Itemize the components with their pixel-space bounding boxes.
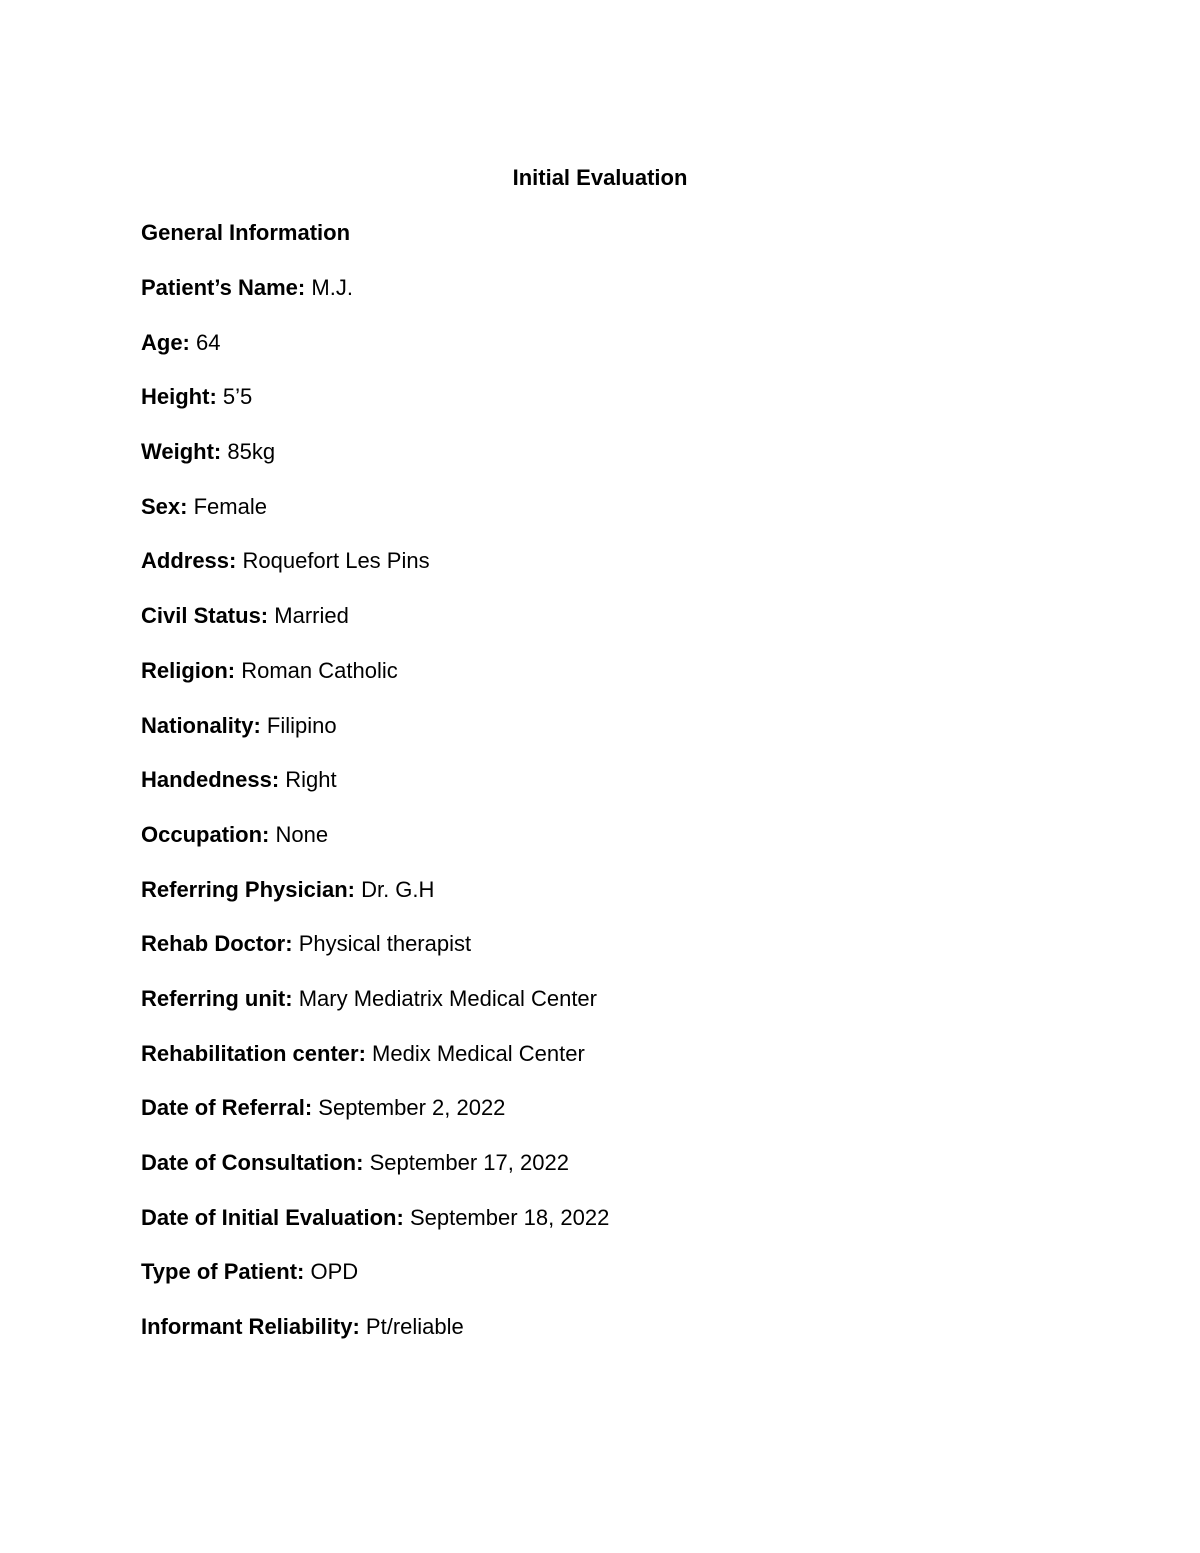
field-label: Type of Patient: bbox=[141, 1259, 305, 1285]
field-value: None bbox=[275, 821, 329, 847]
field-value: 5’5 bbox=[222, 384, 253, 410]
field-label: Nationality: bbox=[141, 712, 261, 738]
field-label: Referring Physician: bbox=[141, 876, 355, 902]
field-value: OPD bbox=[310, 1259, 359, 1285]
field-label: Handedness: bbox=[141, 767, 280, 793]
general-information-list bbox=[141, 274, 609, 1368]
field-value: Physical therapist bbox=[298, 931, 472, 957]
field-value: Married bbox=[274, 603, 349, 629]
field-value: Medix Medical Center bbox=[372, 1040, 585, 1066]
field-referring-physician bbox=[141, 876, 609, 931]
section-heading-general-information: General Information bbox=[141, 220, 351, 245]
field-label: Patient’s Name: bbox=[141, 275, 306, 300]
field-date-of-consultation bbox=[141, 1149, 609, 1204]
field-type-of-patient bbox=[141, 1258, 609, 1313]
field-label: Date of Consultation: bbox=[141, 1150, 364, 1175]
field-label: Occupation: bbox=[141, 821, 270, 847]
field-label: Civil Status: bbox=[141, 603, 269, 629]
field-label: Age: bbox=[141, 329, 190, 355]
field-label: Weight: bbox=[141, 439, 222, 465]
field-value: Filipino bbox=[266, 712, 337, 738]
field-occupation bbox=[141, 821, 609, 876]
field-date-of-initial-evaluation bbox=[141, 1204, 609, 1259]
field-value: M.J. bbox=[311, 275, 353, 300]
field-value: Dr. G.H bbox=[361, 876, 435, 902]
field-rehab-doctor bbox=[141, 930, 609, 985]
field-nationality bbox=[141, 712, 609, 767]
field-value: September 17, 2022 bbox=[369, 1150, 569, 1175]
field-label: Religion: bbox=[141, 657, 236, 683]
field-label: Address: bbox=[141, 548, 237, 574]
field-weight bbox=[141, 438, 609, 493]
field-patient-name bbox=[141, 274, 609, 329]
field-label: Rehabilitation center: bbox=[141, 1040, 366, 1066]
field-civil-status bbox=[141, 602, 609, 657]
field-value: 85kg bbox=[227, 439, 276, 465]
field-informant-reliability bbox=[141, 1313, 609, 1368]
field-value: 64 bbox=[196, 329, 221, 355]
document-title: Initial Evaluation bbox=[512, 165, 688, 190]
field-value: Roquefort Les Pins bbox=[242, 548, 430, 574]
field-height bbox=[141, 383, 609, 438]
field-label: Referring unit: bbox=[141, 985, 293, 1011]
field-label: Rehab Doctor: bbox=[141, 931, 293, 957]
field-value: September 18, 2022 bbox=[409, 1204, 610, 1230]
field-value: Pt/reliable bbox=[365, 1314, 464, 1340]
field-sex bbox=[141, 493, 609, 548]
field-handedness bbox=[141, 766, 609, 821]
field-value: Mary Mediatrix Medical Center bbox=[298, 985, 597, 1011]
field-address bbox=[141, 547, 609, 602]
field-value: Female bbox=[193, 493, 267, 519]
field-religion bbox=[141, 657, 609, 712]
field-label: Informant Reliability: bbox=[141, 1314, 360, 1340]
field-age bbox=[141, 329, 609, 384]
field-label: Date of Initial Evaluation: bbox=[141, 1204, 404, 1230]
field-date-of-referral bbox=[141, 1094, 609, 1149]
field-value: September 2, 2022 bbox=[318, 1095, 506, 1121]
field-label: Date of Referral: bbox=[141, 1095, 313, 1121]
field-value: Roman Catholic bbox=[241, 657, 398, 683]
field-referring-unit bbox=[141, 985, 609, 1040]
field-label: Height: bbox=[141, 384, 217, 410]
field-label: Sex: bbox=[141, 493, 188, 519]
field-value: Right bbox=[285, 767, 337, 793]
field-rehabilitation-center bbox=[141, 1040, 609, 1095]
